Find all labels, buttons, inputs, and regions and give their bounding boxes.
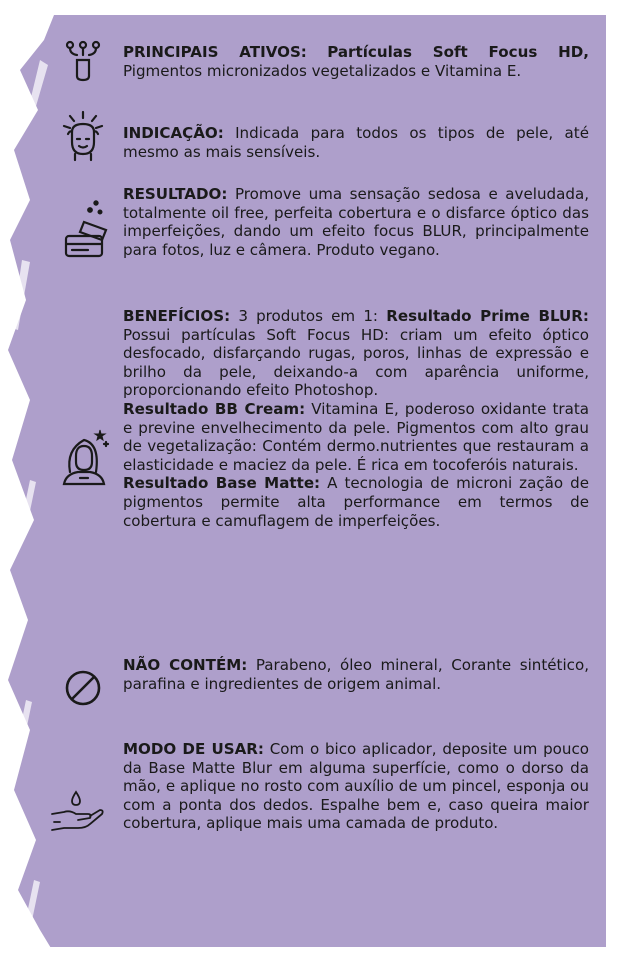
matte-title: Resultado Base Matte: bbox=[123, 474, 321, 493]
bb-title: Resultado BB Cream: bbox=[123, 399, 306, 418]
woman-sparkle-icon bbox=[62, 428, 110, 486]
ativos-highlight: Partículas Soft Focus HD, bbox=[327, 43, 589, 61]
lab-flask-icon bbox=[64, 40, 102, 82]
face-glow-icon bbox=[62, 110, 104, 162]
prime-title: Resultado Prime BLUR: bbox=[386, 307, 589, 325]
section-nao-contem bbox=[123, 656, 589, 693]
section-indicacao bbox=[123, 124, 589, 161]
bb-text: Vitamina E, poderoso oxidante trata e previne envelhecimento da pele. Pigmentos com alto grau de vegetalização: Contém dermo.nutrientes que restauram a elasticidade e maciez da pele. É rica em tocoferóis naturais. bbox=[123, 399, 589, 474]
section-text: Pigmentos micronizados vegetalizados e Vitamina E. bbox=[123, 61, 522, 80]
section-text: Promove uma sensação sedosa e aveludada, totalmente oil free, perfeita cobertura e o disfarce óptico das imperfeições, dando um efeito focus BLUR, principalmente para fotos, luz e câmera. Produto vegano. bbox=[123, 185, 589, 259]
prohibited-icon bbox=[63, 668, 103, 708]
section-modo-de-usar bbox=[123, 740, 589, 833]
section-principais-ativos bbox=[123, 43, 589, 80]
section-title: PRINCIPAIS ATIVOS: bbox=[123, 43, 307, 61]
section-beneficios bbox=[123, 307, 589, 530]
section-text: Indicada para todos os tipos de pele, até mesmo as mais sensíveis. bbox=[123, 124, 589, 161]
prime-text: Possui partículas Soft Focus HD: criam um efeito óptico desfocado, disfarçando rugas, poros, linhas de expressão e brilho da pele, deixando-a com aparência uniforme, proporcionando efeito Photoshop. bbox=[123, 325, 589, 400]
matte-text: A tecnologia de microni zação de pigmentos permite alta performance em termos de cobertura e camuflagem de imperfeições. bbox=[123, 474, 589, 530]
makeup-compact-icon bbox=[62, 200, 110, 260]
section-text: Parabeno, óleo mineral, Corante sintético, parafina e ingredientes de origem animal. bbox=[123, 656, 589, 693]
beneficios-intro: 3 produtos em 1: bbox=[238, 307, 379, 325]
section-title: NÃO CONTÉM: bbox=[123, 656, 248, 674]
section-text: Com o bico aplicador, deposite um pouco da Base Matte Blur em alguma superfície, como o dorso da mão, e aplique no rosto com auxílio de um pincel, esponja ou com a ponta dos dedos. Espalhe bem e, caso queira maior cobertura, aplique mais uma camada de produto. bbox=[123, 740, 589, 833]
section-title: BENEFÍCIOS: bbox=[123, 307, 231, 325]
section-title: MODO DE USAR: bbox=[123, 740, 264, 758]
section-resultado bbox=[123, 185, 589, 259]
section-title: RESULTADO: bbox=[123, 185, 228, 203]
section-title: INDICAÇÃO: bbox=[123, 124, 224, 142]
hand-drop-icon bbox=[50, 788, 106, 832]
